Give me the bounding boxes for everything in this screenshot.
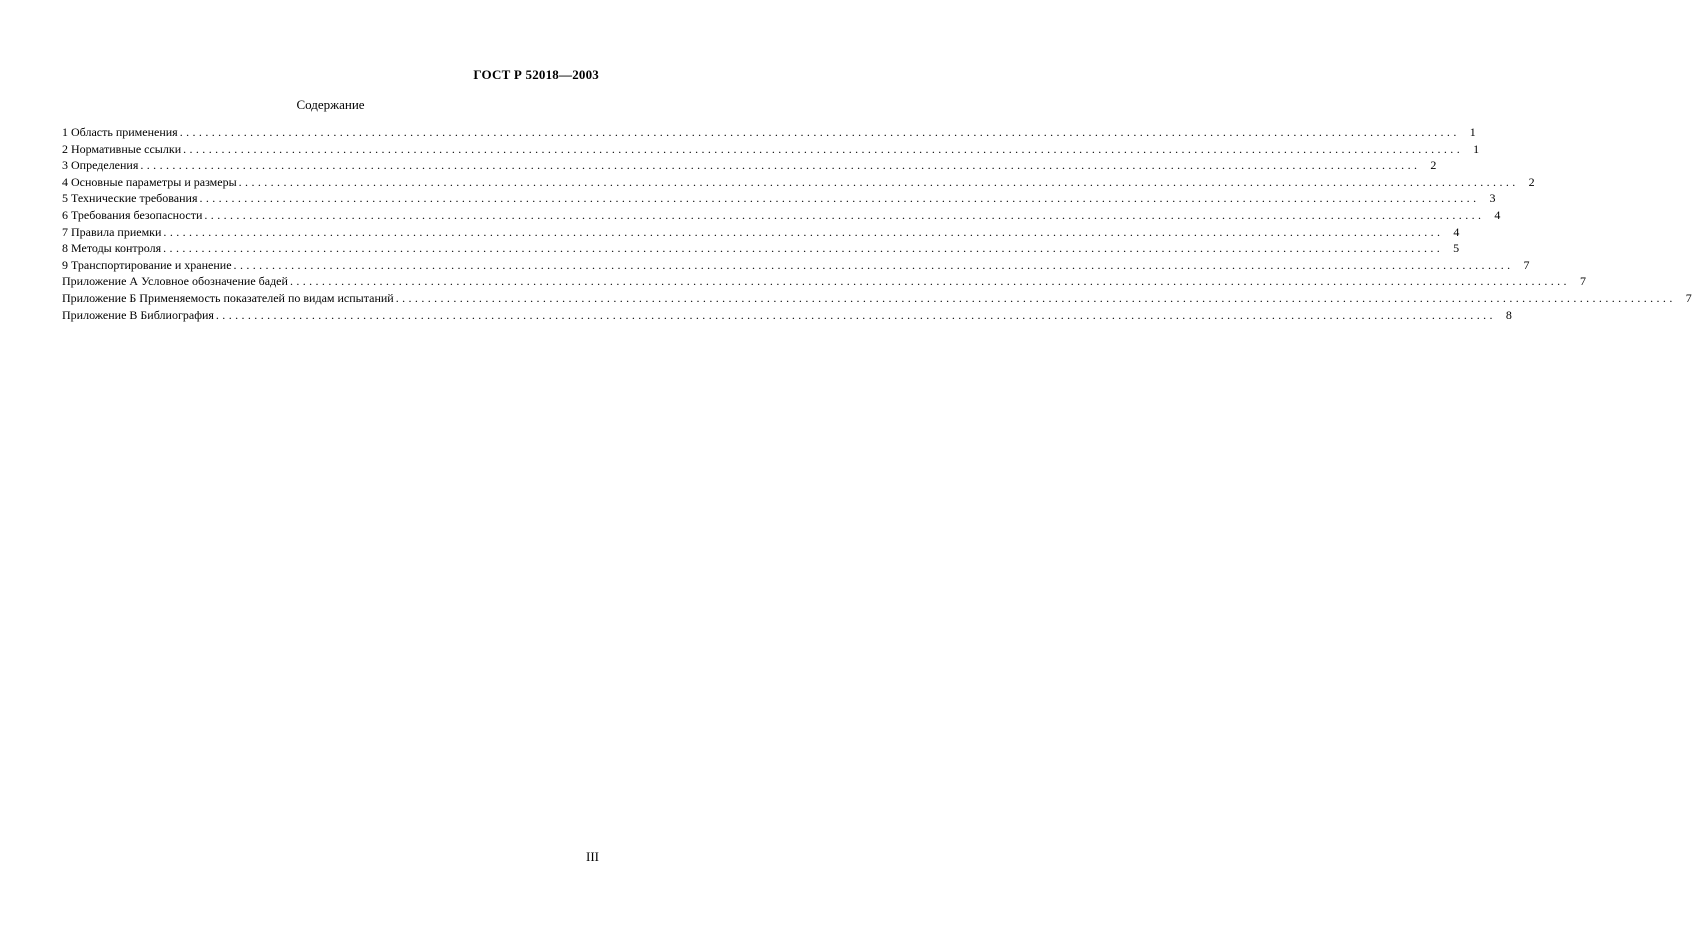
toc-entry-label: 1 Область применения <box>62 125 178 139</box>
dot-leader: ........................................................................................................................................................................................................ <box>233 257 1514 272</box>
document-code: ГОСТ Р 52018—2003 <box>473 67 599 82</box>
toc-entry[interactable] <box>62 207 1501 224</box>
toc-entry-label: 6 Требования безопасности <box>62 207 203 222</box>
dot-leader: ........................................................................................................................................................................................................ <box>395 290 1676 305</box>
toc-entry[interactable] <box>62 141 1480 158</box>
toc-entry-page: 2 <box>1430 158 1437 173</box>
toc-entry[interactable] <box>62 240 1460 257</box>
toc-entry-page: 2 <box>1528 174 1535 189</box>
dot-leader: ........................................................................................................................................................................................................ <box>215 307 1496 322</box>
page-number: III <box>586 849 599 864</box>
toc-entry-page: 4 <box>1453 224 1460 239</box>
toc-entry-page: 1 <box>1473 141 1480 156</box>
toc-entry-label: 2 Нормативные ссылки <box>62 141 182 156</box>
toc-entry-label: Приложение А Условное обозначение бадей <box>62 274 288 289</box>
toc-entry-page: 3 <box>1489 191 1496 206</box>
toc-entry-label: 5 Технические требования <box>62 191 198 206</box>
dot-leader: ........................................................................................................................................................................................................ <box>140 158 1421 173</box>
dot-leader: ........................................................................................................................................................................................................ <box>199 191 1480 206</box>
toc-entry[interactable] <box>62 290 1692 307</box>
dot-leader: ........................................................................................................................................................................................................ <box>163 224 1444 239</box>
toc-entry[interactable] <box>62 190 1496 207</box>
toc-entry-label: 8 Методы контроля <box>62 241 162 256</box>
dot-leader: ........................................................................................................................................................................................................ <box>183 141 1464 156</box>
toc-entry[interactable] <box>62 174 1535 191</box>
toc-entry-label: 7 Правила приемки <box>62 224 162 239</box>
toc-entry-page: 7 <box>1685 290 1692 305</box>
toc-entry-label: Приложение Б Применяемость показателей по видам испытаний <box>62 290 394 305</box>
dot-leader: ........................................................................................................................................................................................................ <box>204 207 1485 222</box>
toc-entry-page: 5 <box>1453 241 1460 256</box>
toc-entry[interactable] <box>62 273 1586 290</box>
toc-entry-label: Приложение В Библиография <box>62 307 214 322</box>
toc-title: Содержание <box>296 97 365 112</box>
toc-entry[interactable] <box>62 157 1437 174</box>
table-of-contents <box>62 124 1692 323</box>
toc-entry-page: 1 <box>1469 125 1476 139</box>
dot-leader: ........................................................................................................................................................................................................ <box>238 174 1519 189</box>
dot-leader: ........................................................................................................................................................................................................ <box>289 274 1570 289</box>
dot-leader: ........................................................................................................................................................................................................ <box>179 125 1460 139</box>
toc-entry[interactable] <box>62 224 1460 241</box>
toc-entry[interactable] <box>62 257 1530 274</box>
toc-entry-page: 8 <box>1505 307 1512 322</box>
toc-entry-page: 7 <box>1523 257 1530 272</box>
toc-entry[interactable] <box>62 124 1476 141</box>
toc-entry-label: 9 Транспортирование и хранение <box>62 257 232 272</box>
toc-entry-page: 7 <box>1579 274 1586 289</box>
toc-entry-label: 3 Определения <box>62 158 139 173</box>
dot-leader: ........................................................................................................................................................................................................ <box>163 241 1444 256</box>
toc-entry-page: 4 <box>1494 207 1501 222</box>
toc-entry-label: 4 Основные параметры и размеры <box>62 174 237 189</box>
toc-entry[interactable] <box>62 307 1512 324</box>
